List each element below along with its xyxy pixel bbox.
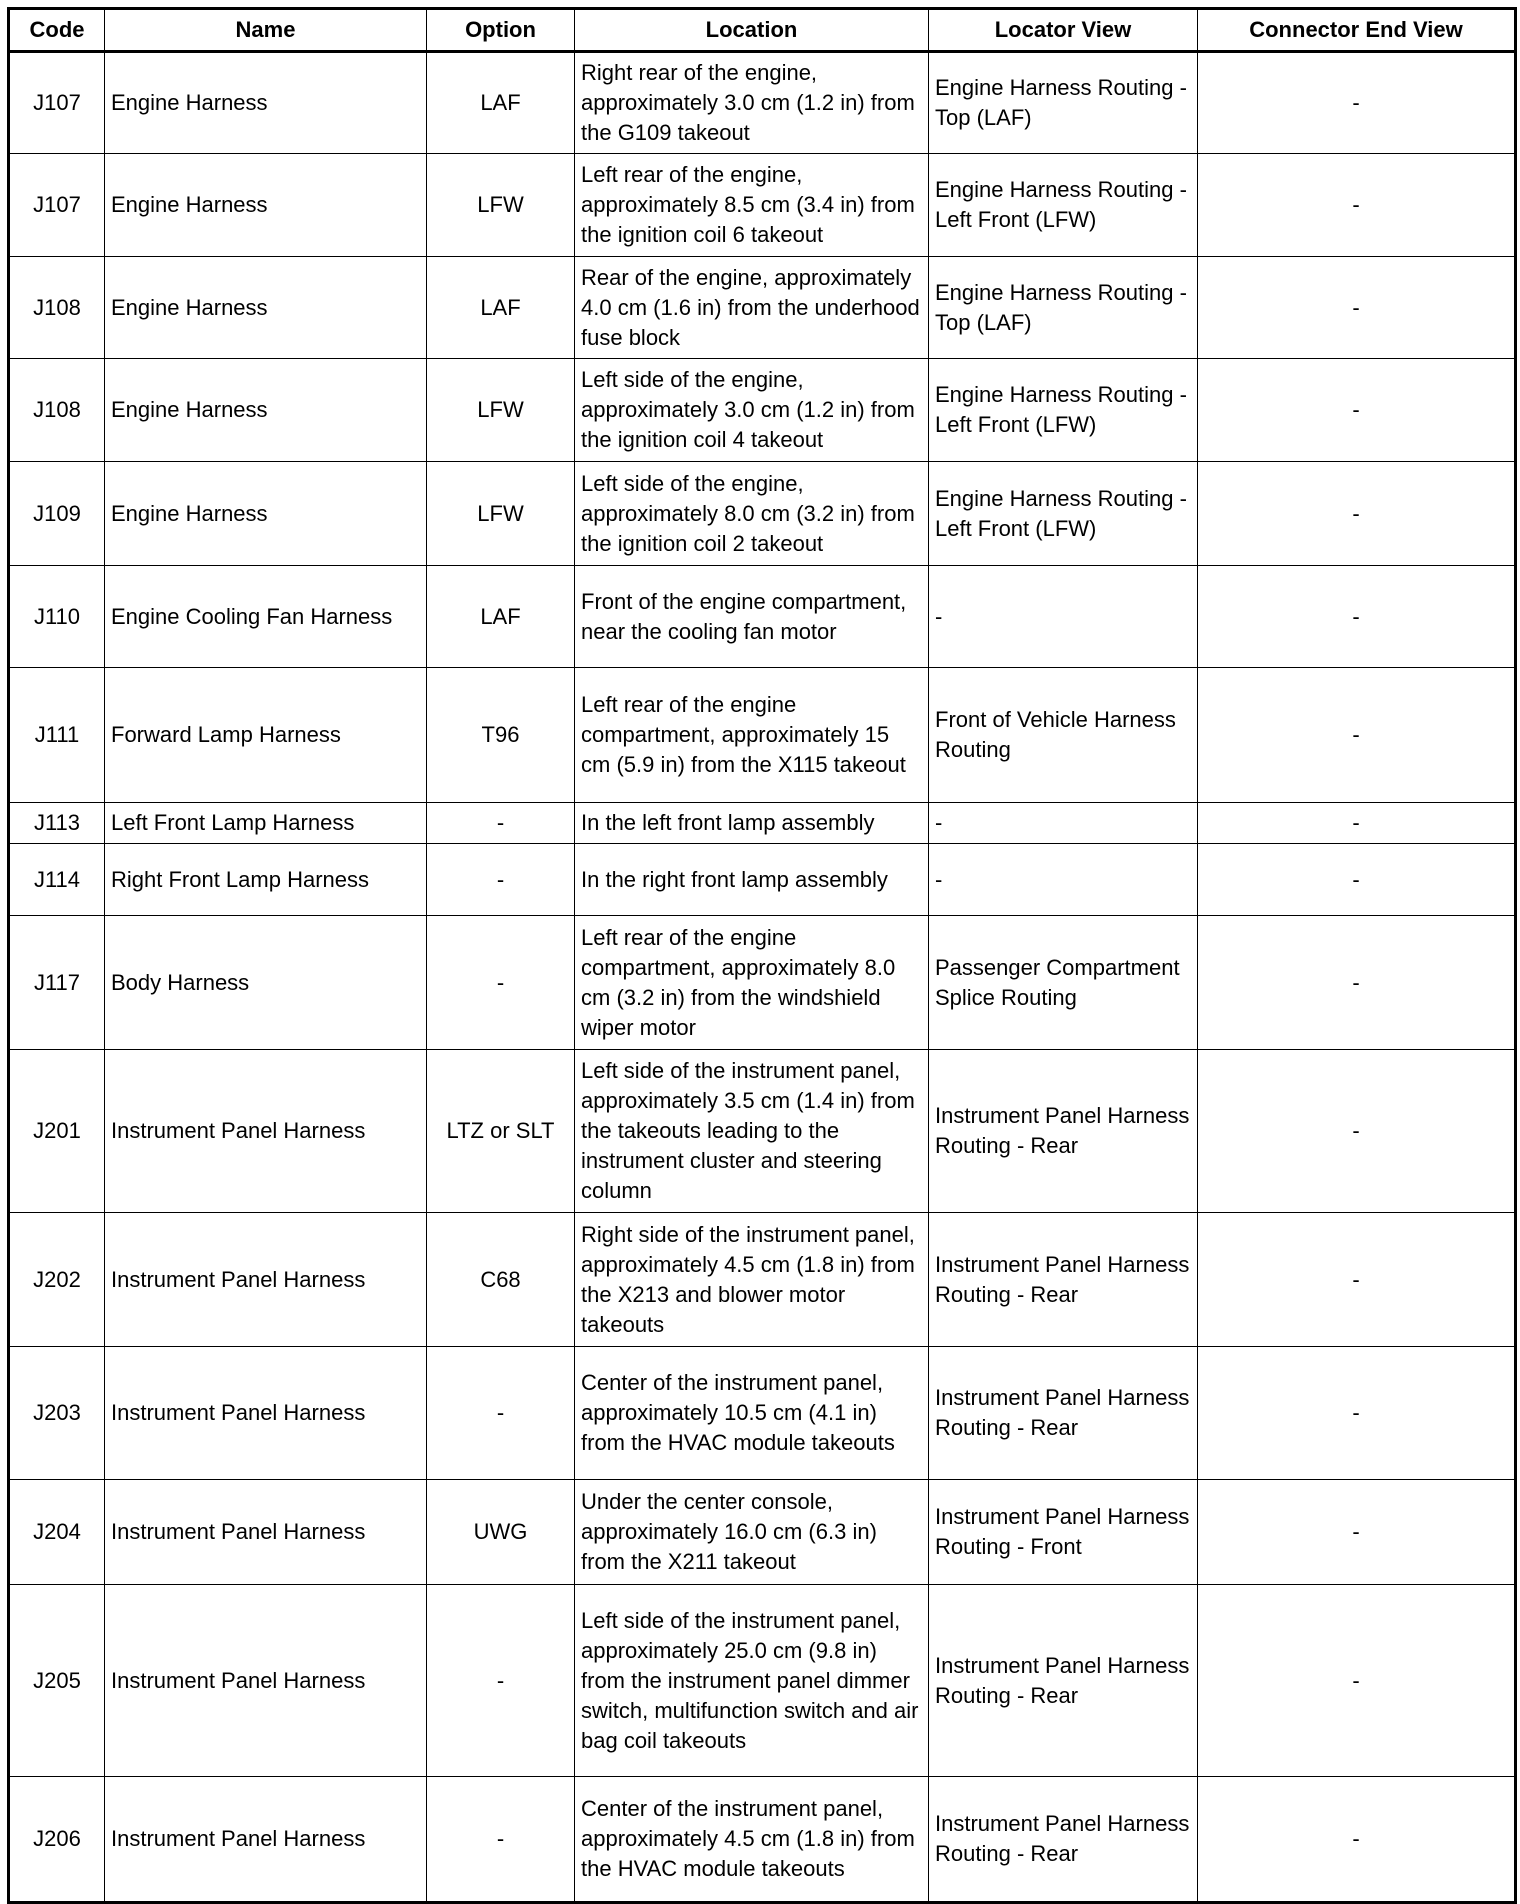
cell-locator-view: Engine Harness Routing - Left Front (LFW) <box>929 154 1198 257</box>
table-row <box>9 1347 1516 1480</box>
cell-name: Body Harness <box>105 916 427 1050</box>
header-connector-end-view: Connector End View <box>1198 9 1516 52</box>
cell-name: Engine Harness <box>105 462 427 566</box>
table-row <box>9 1480 1516 1585</box>
cell-name: Engine Harness <box>105 257 427 359</box>
table-row <box>9 1585 1516 1777</box>
cell-location: Left side of the instrument panel, approximately 25.0 cm (9.8 in) from the instrument panel dimmer switch, multifunction switch and air bag coil takeouts <box>575 1585 929 1777</box>
cell-connector-end-view: - <box>1198 257 1516 359</box>
cell-location: Left rear of the engine compartment, approximately 15 cm (5.9 in) from the X115 takeout <box>575 668 929 803</box>
cell-connector-end-view: - <box>1198 1480 1516 1585</box>
cell-connector-end-view: - <box>1198 1347 1516 1480</box>
cell-option: - <box>427 1585 575 1777</box>
table-row <box>9 803 1516 844</box>
cell-locator-view: Engine Harness Routing - Left Front (LFW) <box>929 359 1198 462</box>
table-row <box>9 566 1516 668</box>
cell-locator-view: Instrument Panel Harness Routing - Rear <box>929 1585 1198 1777</box>
cell-connector-end-view: - <box>1198 566 1516 668</box>
cell-option: LAF <box>427 566 575 668</box>
cell-option: LFW <box>427 154 575 257</box>
cell-code: J108 <box>9 359 105 462</box>
cell-locator-view: Instrument Panel Harness Routing - Rear <box>929 1050 1198 1213</box>
cell-locator-view: Front of Vehicle Harness Routing <box>929 668 1198 803</box>
cell-locator-view: Instrument Panel Harness Routing - Rear <box>929 1347 1198 1480</box>
cell-code: J201 <box>9 1050 105 1213</box>
cell-name: Left Front Lamp Harness <box>105 803 427 844</box>
cell-option: UWG <box>427 1480 575 1585</box>
cell-location: Front of the engine compartment, near the cooling fan motor <box>575 566 929 668</box>
cell-code: J108 <box>9 257 105 359</box>
cell-location: In the left front lamp assembly <box>575 803 929 844</box>
cell-name: Instrument Panel Harness <box>105 1050 427 1213</box>
cell-connector-end-view: - <box>1198 916 1516 1050</box>
table-row <box>9 359 1516 462</box>
cell-location: Left side of the engine, approximately 3.0 cm (1.2 in) from the ignition coil 4 takeout <box>575 359 929 462</box>
cell-code: J107 <box>9 52 105 154</box>
header-name: Name <box>105 9 427 52</box>
cell-locator-view: Instrument Panel Harness Routing - Rear <box>929 1777 1198 1903</box>
cell-name: Engine Harness <box>105 154 427 257</box>
cell-locator-view: Engine Harness Routing - Top (LAF) <box>929 52 1198 154</box>
cell-code: J113 <box>9 803 105 844</box>
table-row <box>9 844 1516 916</box>
cell-locator-view: - <box>929 566 1198 668</box>
table-row <box>9 154 1516 257</box>
cell-code: J110 <box>9 566 105 668</box>
cell-option: C68 <box>427 1213 575 1347</box>
cell-option: LAF <box>427 257 575 359</box>
cell-location: Center of the instrument panel, approximately 10.5 cm (4.1 in) from the HVAC module takeouts <box>575 1347 929 1480</box>
cell-location: Under the center console, approximately 16.0 cm (6.3 in) from the X211 takeout <box>575 1480 929 1585</box>
splice-pack-table <box>7 7 1517 1904</box>
cell-code: J206 <box>9 1777 105 1903</box>
cell-name: Instrument Panel Harness <box>105 1777 427 1903</box>
cell-location: Left rear of the engine, approximately 8.5 cm (3.4 in) from the ignition coil 6 takeout <box>575 154 929 257</box>
cell-option: LFW <box>427 462 575 566</box>
cell-name: Engine Cooling Fan Harness <box>105 566 427 668</box>
cell-connector-end-view: - <box>1198 1777 1516 1903</box>
cell-code: J202 <box>9 1213 105 1347</box>
cell-option: T96 <box>427 668 575 803</box>
table-row <box>9 52 1516 154</box>
cell-location: Left side of the instrument panel, approximately 3.5 cm (1.4 in) from the takeouts leading to the instrument cluster and steering column <box>575 1050 929 1213</box>
cell-locator-view: Instrument Panel Harness Routing - Front <box>929 1480 1198 1585</box>
cell-connector-end-view: - <box>1198 1585 1516 1777</box>
cell-connector-end-view: - <box>1198 844 1516 916</box>
cell-locator-view: - <box>929 803 1198 844</box>
cell-locator-view: Engine Harness Routing - Top (LAF) <box>929 257 1198 359</box>
cell-code: J111 <box>9 668 105 803</box>
cell-code: J205 <box>9 1585 105 1777</box>
table-row <box>9 462 1516 566</box>
cell-name: Right Front Lamp Harness <box>105 844 427 916</box>
header-locator-view: Locator View <box>929 9 1198 52</box>
cell-connector-end-view: - <box>1198 154 1516 257</box>
header-code: Code <box>9 9 105 52</box>
cell-connector-end-view: - <box>1198 668 1516 803</box>
cell-connector-end-view: - <box>1198 803 1516 844</box>
cell-location: Right rear of the engine, approximately 3.0 cm (1.2 in) from the G109 takeout <box>575 52 929 154</box>
cell-code: J204 <box>9 1480 105 1585</box>
cell-option: - <box>427 803 575 844</box>
cell-location: In the right front lamp assembly <box>575 844 929 916</box>
cell-name: Forward Lamp Harness <box>105 668 427 803</box>
cell-location: Left side of the engine, approximately 8.0 cm (3.2 in) from the ignition coil 2 takeout <box>575 462 929 566</box>
table-row <box>9 1777 1516 1903</box>
header-location: Location <box>575 9 929 52</box>
cell-location: Center of the instrument panel, approximately 4.5 cm (1.8 in) from the HVAC module takeouts <box>575 1777 929 1903</box>
cell-option: LFW <box>427 359 575 462</box>
header-option: Option <box>427 9 575 52</box>
cell-location: Left rear of the engine compartment, approximately 8.0 cm (3.2 in) from the windshield wiper motor <box>575 916 929 1050</box>
cell-name: Instrument Panel Harness <box>105 1480 427 1585</box>
cell-option: - <box>427 916 575 1050</box>
cell-connector-end-view: - <box>1198 462 1516 566</box>
table-row <box>9 1213 1516 1347</box>
cell-option: LAF <box>427 52 575 154</box>
cell-option: LTZ or SLT <box>427 1050 575 1213</box>
table-row <box>9 668 1516 803</box>
cell-connector-end-view: - <box>1198 359 1516 462</box>
cell-connector-end-view: - <box>1198 1050 1516 1213</box>
cell-code: J107 <box>9 154 105 257</box>
cell-code: J114 <box>9 844 105 916</box>
cell-option: - <box>427 1347 575 1480</box>
cell-connector-end-view: - <box>1198 1213 1516 1347</box>
cell-name: Instrument Panel Harness <box>105 1585 427 1777</box>
cell-connector-end-view: - <box>1198 52 1516 154</box>
cell-code: J109 <box>9 462 105 566</box>
cell-name: Engine Harness <box>105 52 427 154</box>
cell-locator-view: - <box>929 844 1198 916</box>
cell-locator-view: Engine Harness Routing - Left Front (LFW) <box>929 462 1198 566</box>
cell-locator-view: Instrument Panel Harness Routing - Rear <box>929 1213 1198 1347</box>
cell-option: - <box>427 844 575 916</box>
table-row <box>9 257 1516 359</box>
cell-code: J203 <box>9 1347 105 1480</box>
header-row <box>9 9 1516 52</box>
cell-locator-view: Passenger Compartment Splice Routing <box>929 916 1198 1050</box>
cell-name: Instrument Panel Harness <box>105 1347 427 1480</box>
cell-option: - <box>427 1777 575 1903</box>
cell-location: Rear of the engine, approximately 4.0 cm (1.6 in) from the underhood fuse block <box>575 257 929 359</box>
cell-name: Engine Harness <box>105 359 427 462</box>
table-row <box>9 916 1516 1050</box>
cell-name: Instrument Panel Harness <box>105 1213 427 1347</box>
cell-location: Right side of the instrument panel, approximately 4.5 cm (1.8 in) from the X213 and blower motor takeouts <box>575 1213 929 1347</box>
cell-code: J117 <box>9 916 105 1050</box>
table-row <box>9 1050 1516 1213</box>
